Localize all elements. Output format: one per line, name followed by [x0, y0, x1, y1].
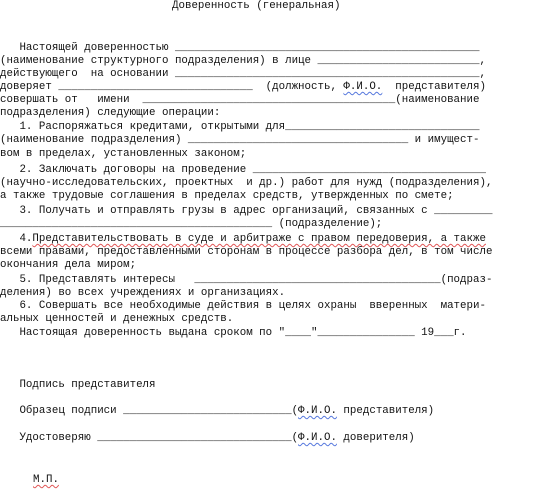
fio-abbreviation: Ф.И.О. [298, 405, 337, 417]
text-line: Настоящей доверенностью _______________________________________________ [0, 42, 480, 54]
text-line: совершать от имени _______________________________________(наименование [0, 94, 480, 106]
text-line: 3. Получать и отправлять грузы в адрес организаций, связанных с _________ [0, 205, 493, 217]
seal-label [33, 474, 59, 487]
text-segment: доверяет ______________________________ (должность, [0, 81, 344, 93]
text-line [0, 233, 486, 246]
fio-abbreviation: Ф.И.О. [298, 432, 337, 444]
fio-abbreviation: Ф.И.О. [343, 81, 383, 93]
text-line: подразделения) следующие операции: [0, 107, 221, 119]
text-line: __________________________________________ (подразделение); [0, 218, 383, 230]
rep-signature-label: Подпись представителя [0, 379, 156, 391]
certify-line [0, 432, 415, 445]
text-segment: доверителя) [336, 432, 415, 444]
text-segment: Удостоверяю ______________________________( [0, 432, 299, 444]
text-segment: 4. [0, 233, 33, 245]
text-line: действующего на основании _______________________________________________, [0, 68, 486, 80]
text-line: 1. Распоряжаться кредитами, открытыми для______________________________ [0, 121, 480, 133]
text-segment: представителя) [382, 81, 486, 93]
text-line [0, 81, 486, 94]
text-line: а также трудовые соглашения в пределах средств, утвержденных по смете; [0, 190, 454, 202]
text-segment: Образец подписи __________________________( [0, 405, 299, 417]
text-line: Настоящая доверенность выдана сроком по "____"_______________ 19___г. [0, 327, 467, 339]
text-line: 6. Совершать все необходимые действия в целях охраны вверенных матери- [0, 300, 486, 312]
seal-text: М.П. [33, 474, 59, 486]
text-line: (наименование структурного подразделения) в лице _________________________, [0, 55, 486, 67]
text-line: альных ценностей и денежных средств. [0, 313, 234, 325]
text-line: (научно-исследовательских, проектных и др.) работ для нужд (подразделения), [0, 177, 493, 189]
document-title: Доверенность (генеральная) [172, 0, 341, 12]
text-line: 5. Представлять интересы ______________________________________(подраз- [0, 274, 493, 286]
text-line: вом в пределах, установленных законом; [0, 148, 247, 160]
text-line: всеми правами, предоставленными сторонам в процессе разбора дел, в том числе [0, 246, 493, 258]
text-line: (наименование подразделения) __________________________________ и имущест- [0, 134, 480, 146]
signature-sample-line [0, 405, 434, 418]
text-line: окончания дела миром; [0, 259, 137, 271]
text-segment: представителя) [336, 405, 435, 417]
text-segment: Представительствовать в суде и арбитраже с правом передоверия, а также [32, 233, 486, 245]
text-line: 2. Заключать договоры на проведение ____________________________________ [0, 164, 486, 176]
text-line: деления) во всех учреждениях и организациях. [0, 287, 286, 299]
